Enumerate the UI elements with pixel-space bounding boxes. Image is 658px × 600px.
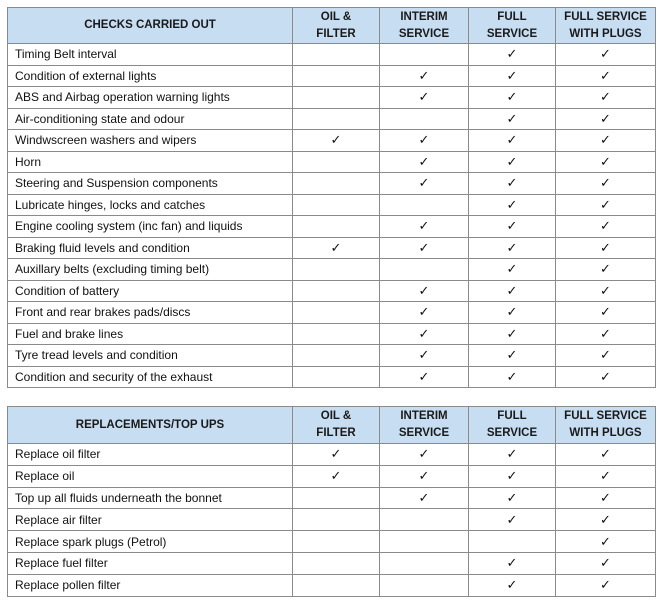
check-mark-icon: ✓	[556, 237, 656, 259]
table-row	[8, 259, 656, 281]
check-mark-icon: ✓	[380, 280, 469, 302]
checks-row-label: Condition and security of the exhaust	[8, 366, 293, 388]
check-mark-icon: ✓	[469, 509, 556, 531]
empty-cell	[380, 259, 469, 281]
check-mark-icon: ✓	[556, 444, 656, 466]
empty-cell	[293, 87, 380, 109]
checks-row-label: Braking fluid levels and condition	[8, 237, 293, 259]
check-mark-icon: ✓	[556, 531, 656, 553]
replacements-header-3: FULL SERVICE	[469, 407, 556, 444]
empty-cell	[293, 173, 380, 195]
table-row	[8, 173, 656, 195]
table-row	[8, 194, 656, 216]
check-mark-icon: ✓	[556, 130, 656, 152]
check-mark-icon: ✓	[469, 465, 556, 487]
check-mark-icon: ✓	[380, 87, 469, 109]
check-mark-icon: ✓	[380, 216, 469, 238]
table-row	[8, 237, 656, 259]
check-mark-icon: ✓	[556, 465, 656, 487]
empty-cell	[293, 574, 380, 596]
replacements-row-label: Replace spark plugs (Petrol)	[8, 531, 293, 553]
empty-cell	[293, 302, 380, 324]
checks-row-label: Front and rear brakes pads/discs	[8, 302, 293, 324]
checks-row-label: ABS and Airbag operation warning lights	[8, 87, 293, 109]
check-mark-icon: ✓	[556, 509, 656, 531]
table-row	[8, 509, 656, 531]
table-row	[8, 216, 656, 238]
check-mark-icon: ✓	[469, 366, 556, 388]
empty-cell	[293, 259, 380, 281]
check-mark-icon: ✓	[556, 323, 656, 345]
checks-row-label: Windwscreen washers and wipers	[8, 130, 293, 152]
table-row	[8, 302, 656, 324]
check-mark-icon: ✓	[380, 237, 469, 259]
check-mark-icon: ✓	[556, 65, 656, 87]
empty-cell	[293, 487, 380, 509]
empty-cell	[293, 509, 380, 531]
check-mark-icon: ✓	[469, 345, 556, 367]
empty-cell	[293, 552, 380, 574]
checks-row-label: Engine cooling system (inc fan) and liquids	[8, 216, 293, 238]
replacements-table	[7, 406, 656, 597]
check-mark-icon: ✓	[556, 345, 656, 367]
table-row	[8, 151, 656, 173]
table-row	[8, 574, 656, 596]
check-mark-icon: ✓	[556, 552, 656, 574]
check-mark-icon: ✓	[380, 345, 469, 367]
table-row	[8, 465, 656, 487]
empty-cell	[293, 323, 380, 345]
empty-cell	[380, 509, 469, 531]
check-mark-icon: ✓	[469, 487, 556, 509]
check-mark-icon: ✓	[293, 130, 380, 152]
check-mark-icon: ✓	[380, 151, 469, 173]
empty-cell	[293, 194, 380, 216]
check-mark-icon: ✓	[380, 173, 469, 195]
empty-cell	[293, 65, 380, 87]
checks-row-label: Auxillary belts (excluding timing belt)	[8, 259, 293, 281]
check-mark-icon: ✓	[380, 465, 469, 487]
table-row	[8, 487, 656, 509]
replacements-header-4: FULL SERVICE WITH PLUGS	[556, 407, 656, 444]
check-mark-icon: ✓	[556, 574, 656, 596]
checks-header-1: OIL & FILTER	[293, 8, 380, 44]
replacements-header-0: REPLACEMENTS/TOP UPS	[8, 407, 293, 444]
check-mark-icon: ✓	[469, 323, 556, 345]
check-mark-icon: ✓	[469, 216, 556, 238]
checks-body	[8, 44, 656, 388]
empty-cell	[293, 108, 380, 130]
check-mark-icon: ✓	[380, 130, 469, 152]
check-mark-icon: ✓	[556, 194, 656, 216]
check-mark-icon: ✓	[469, 574, 556, 596]
check-mark-icon: ✓	[556, 366, 656, 388]
checks-row-label: Air-conditioning state and odour	[8, 108, 293, 130]
table-row	[8, 65, 656, 87]
table-row	[8, 130, 656, 152]
checks-table	[7, 7, 656, 388]
empty-cell	[293, 366, 380, 388]
checks-header-row	[8, 8, 656, 44]
empty-cell	[380, 531, 469, 553]
check-mark-icon: ✓	[380, 366, 469, 388]
empty-cell	[380, 574, 469, 596]
check-mark-icon: ✓	[380, 444, 469, 466]
check-mark-icon: ✓	[556, 302, 656, 324]
table-row	[8, 323, 656, 345]
checks-header-0: CHECKS CARRIED OUT	[8, 8, 293, 44]
check-mark-icon: ✓	[469, 194, 556, 216]
replacements-row-label: Replace fuel filter	[8, 552, 293, 574]
check-mark-icon: ✓	[380, 65, 469, 87]
check-mark-icon: ✓	[293, 465, 380, 487]
replacements-row-label: Replace oil filter	[8, 444, 293, 466]
empty-cell	[293, 531, 380, 553]
check-mark-icon: ✓	[469, 65, 556, 87]
table-row	[8, 531, 656, 553]
check-mark-icon: ✓	[293, 444, 380, 466]
replacements-header-2: INTERIM SERVICE	[380, 407, 469, 444]
check-mark-icon: ✓	[469, 130, 556, 152]
check-mark-icon: ✓	[556, 280, 656, 302]
checks-header-2: INTERIM SERVICE	[380, 8, 469, 44]
check-mark-icon: ✓	[293, 237, 380, 259]
checks-row-label: Steering and Suspension components	[8, 173, 293, 195]
check-mark-icon: ✓	[556, 216, 656, 238]
empty-cell	[380, 108, 469, 130]
check-mark-icon: ✓	[469, 108, 556, 130]
check-mark-icon: ✓	[469, 259, 556, 281]
checks-row-label: Horn	[8, 151, 293, 173]
checks-row-label: Fuel and brake lines	[8, 323, 293, 345]
replacements-body	[8, 444, 656, 597]
replacements-header-row	[8, 407, 656, 444]
empty-cell	[380, 44, 469, 66]
check-mark-icon: ✓	[556, 87, 656, 109]
check-mark-icon: ✓	[469, 444, 556, 466]
check-mark-icon: ✓	[469, 280, 556, 302]
checks-row-label: Timing Belt interval	[8, 44, 293, 66]
empty-cell	[293, 44, 380, 66]
checks-header-3: FULL SERVICE	[469, 8, 556, 44]
empty-cell	[380, 194, 469, 216]
check-mark-icon: ✓	[556, 151, 656, 173]
replacements-row-label: Replace air filter	[8, 509, 293, 531]
replacements-row-label: Replace oil	[8, 465, 293, 487]
check-mark-icon: ✓	[469, 173, 556, 195]
checks-row-label: Tyre tread levels and condition	[8, 345, 293, 367]
empty-cell	[469, 531, 556, 553]
table-row	[8, 87, 656, 109]
check-mark-icon: ✓	[469, 302, 556, 324]
table-row	[8, 108, 656, 130]
check-mark-icon: ✓	[380, 302, 469, 324]
check-mark-icon: ✓	[469, 552, 556, 574]
table-row	[8, 44, 656, 66]
table-row	[8, 552, 656, 574]
check-mark-icon: ✓	[556, 44, 656, 66]
replacements-header-1: OIL & FILTER	[293, 407, 380, 444]
empty-cell	[293, 151, 380, 173]
check-mark-icon: ✓	[556, 259, 656, 281]
checks-row-label: Condition of external lights	[8, 65, 293, 87]
table-row	[8, 366, 656, 388]
replacements-row-label: Replace pollen filter	[8, 574, 293, 596]
checks-row-label: Lubricate hinges, locks and catches	[8, 194, 293, 216]
checks-header-4: FULL SERVICE WITH PLUGS	[556, 8, 656, 44]
check-mark-icon: ✓	[380, 323, 469, 345]
check-mark-icon: ✓	[556, 487, 656, 509]
table-row	[8, 280, 656, 302]
checks-row-label: Condition of battery	[8, 280, 293, 302]
check-mark-icon: ✓	[469, 151, 556, 173]
empty-cell	[293, 280, 380, 302]
replacements-row-label: Top up all fluids underneath the bonnet	[8, 487, 293, 509]
check-mark-icon: ✓	[469, 44, 556, 66]
check-mark-icon: ✓	[469, 237, 556, 259]
empty-cell	[293, 345, 380, 367]
table-row	[8, 345, 656, 367]
check-mark-icon: ✓	[380, 487, 469, 509]
empty-cell	[293, 216, 380, 238]
check-mark-icon: ✓	[556, 173, 656, 195]
empty-cell	[380, 552, 469, 574]
table-row	[8, 444, 656, 466]
check-mark-icon: ✓	[469, 87, 556, 109]
check-mark-icon: ✓	[556, 108, 656, 130]
